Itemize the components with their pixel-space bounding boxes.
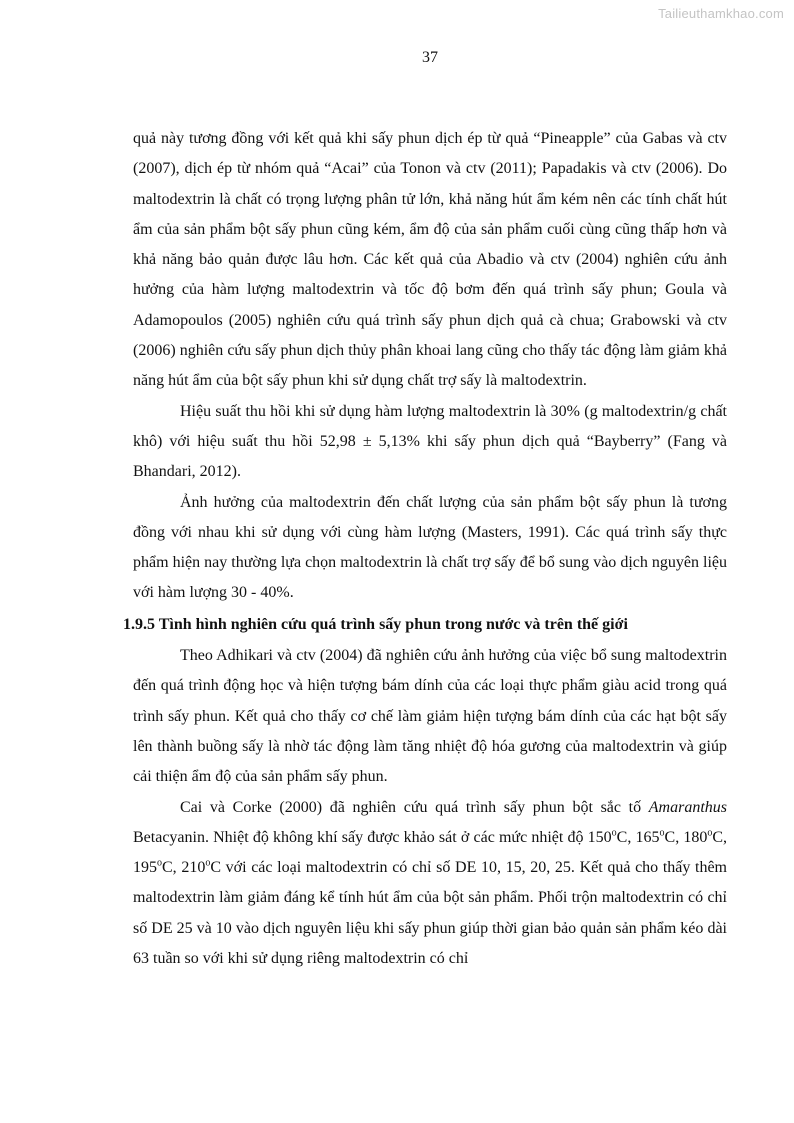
paragraph-4: Theo Adhikari và ctv (2004) đã nghiên cứu ảnh hưởng của việc bổ sung maltodextrin đến quá trình động học và hiện tượng bám dính của các loại thực phẩm giàu acid trong quá trình sấy phun. Kết quả cho thấy cơ chế làm giảm hiện tượng bám dính của các hạt bột sấy lên thành buồng sấy là nhờ tác động làm tăng nhiệt độ hóa gương của maltodextrin và giúp cải thiện ẩm độ của sản phẩm sấy phun.: [133, 647, 727, 786]
paragraph-2: Hiệu suất thu hồi khi sử dụng hàm lượng maltodextrin là 30% (g maltodextrin/g chất khô) với hiệu suất thu hồi 52,98 ± 5,13% khi sấy phun dịch quả “Bayberry” (Fang và Bhandari, 2012).: [133, 402, 727, 481]
text-run: C, 180: [664, 828, 708, 846]
degree-superscript: o: [659, 827, 665, 839]
paragraph-1: quả này tương đồng với kết quả khi sấy phun dịch ép từ quả “Pineapple” của Gabas và ctv (2007), dịch ép từ nhóm quả “Acai” của Tonon và ctv (2011); Papadakis và ctv (2006). Do maltodextrin là chất có trọng lượng phân tử lớn, khả năng hút ẩm kém nên các tính chất hút ẩm của sản phẩm bột sấy phun cũng kém, ẩm độ của sản phẩm cuối cùng cũng thấp hơn và khả năng bảo quản được lâu hơn. Các kết quả của Abadio và ctv (2004) nghiên cứu ảnh hưởng của hàm lượng maltodextrin và tốc độ bơm đến quá trình sấy phun; Goula và Adamopoulos (2005) nghiên cứu quá trình sấy phun dịch quả cà chua; Grabowski và ctv (2006) nghiên cứu sấy phun dịch thủy phân khoai lang cũng cho thấy tác động làm giảm khả năng hút ẩm của bột sấy phun khi sử dụng chất trợ sấy là maltodextrin.: [133, 130, 727, 390]
section-heading: 1.9.5 Tình hình nghiên cứu quá trình sấy phun trong nước và trên thế giới: [123, 615, 628, 633]
degree-superscript: o: [707, 827, 713, 839]
text-run: C, 195: [133, 828, 728, 877]
text-run: C, 210: [162, 859, 206, 877]
degree-superscript: o: [205, 857, 211, 869]
page-number: 37: [422, 49, 438, 66]
degree-superscript: o: [157, 857, 162, 869]
degree-superscript: o: [611, 827, 617, 839]
text-run: Cai và Corke (2000) đã nghiên cứu quá trình sấy phun bột sắc tố: [180, 798, 649, 816]
text-run: C với các loại maltodextrin có chỉ số DE 10, 15, 20, 25. Kết quả cho thấy thêm maltodextrin làm giảm đáng kể tính hút ẩm của bột sản phẩm. Phối trộn maltodextrin có chỉ số DE 25 và 10 vào dịch nguyên liệu khi sấy phun giúp thời gian bảo quản sản phẩm kéo dài 63 tuần so với khi sử dụng riêng maltodextrin có chỉ: [133, 859, 728, 968]
text-run: C, 165: [616, 828, 660, 846]
paragraph-5: [133, 793, 727, 975]
italic-species-name: Amaranthus: [648, 798, 727, 816]
text-run: Betacyanin. Nhiệt độ không khí sấy được khảo sát ở các mức nhiệt độ 150: [133, 828, 612, 846]
watermark: Tailieuthamkhao.com: [658, 6, 784, 21]
document-body: [123, 124, 728, 974]
paragraph-3: Ảnh hưởng của maltodextrin đến chất lượng của sản phẩm bột sấy phun là tương đồng với nhau khi sử dụng với cùng hàm lượng (Masters, 1991). Các quá trình sấy thực phẩm hiện nay thường lựa chọn maltodextrin là chất trợ sấy để bổ sung vào dịch nguyên liệu với hàm lượng 30 - 40%.: [133, 493, 727, 602]
